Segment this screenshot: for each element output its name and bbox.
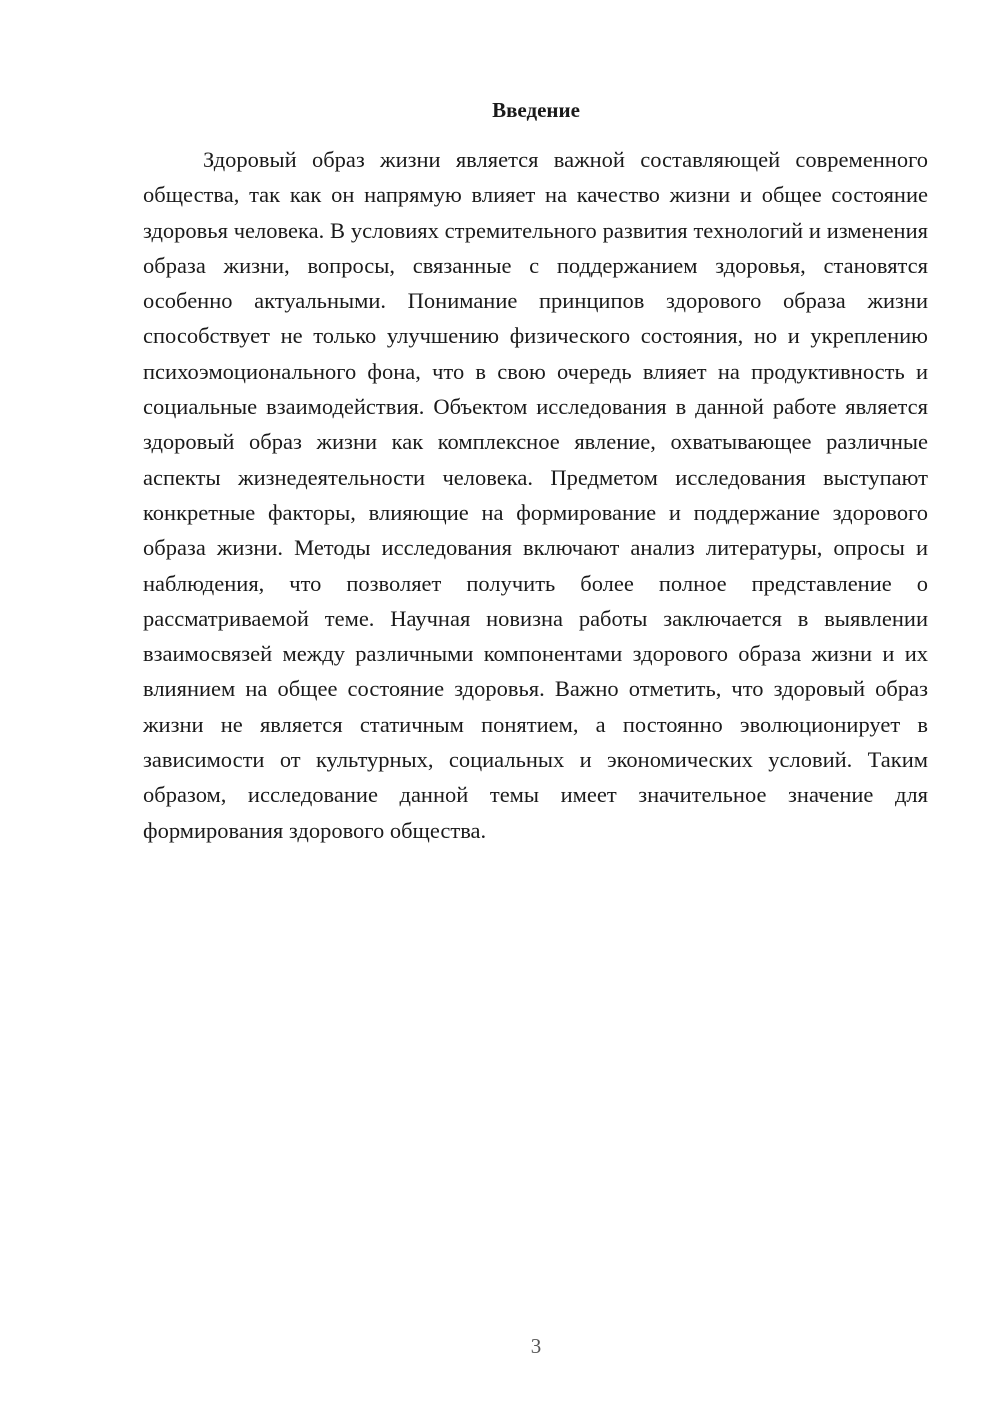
body-paragraph: Здоровый образ жизни является важной составляющей современного общества, так как он напрямую влияет на качество жизни и общее состояние здоровья человека. В условиях стремительного развития технологий и изменения образа жизни, вопросы, связанные с поддержанием здоровья, становятся особенно актуальными. Понимание принципов здорового образа жизни способствует не только улучшению физического состояния, но и укреплению психоэмоционального фона, что в свою очередь влияет на продуктивность и социальные взаимодействия. Объектом исследования в данной работе является здоровый образ жизни как комплексное явление, охватывающее различные аспекты жизнедеятельности человека. Предметом исследования выступают конкретные факторы, влияющие на формирование и поддержание здорового образа жизни. Методы исследования включают анализ литературы, опросы и наблюдения, что позволяет получить более полное представление о рассматриваемой теме. Научная новизна работы заключается в выявлении взаимосвязей между различными компонентами здорового образа жизни и их влиянием на общее состояние здоровья. Важно отметить, что здоровый образ жизни не является статичным понятием, а постоянно эволюционирует в зависимости от культурных, социальных и экономических условий. Таким образом, исследование данной темы имеет значительное значение для формирования здорового общества.	[143, 147, 928, 843]
page-number: 3	[530, 1334, 542, 1358]
section-heading: Введение	[492, 98, 580, 122]
